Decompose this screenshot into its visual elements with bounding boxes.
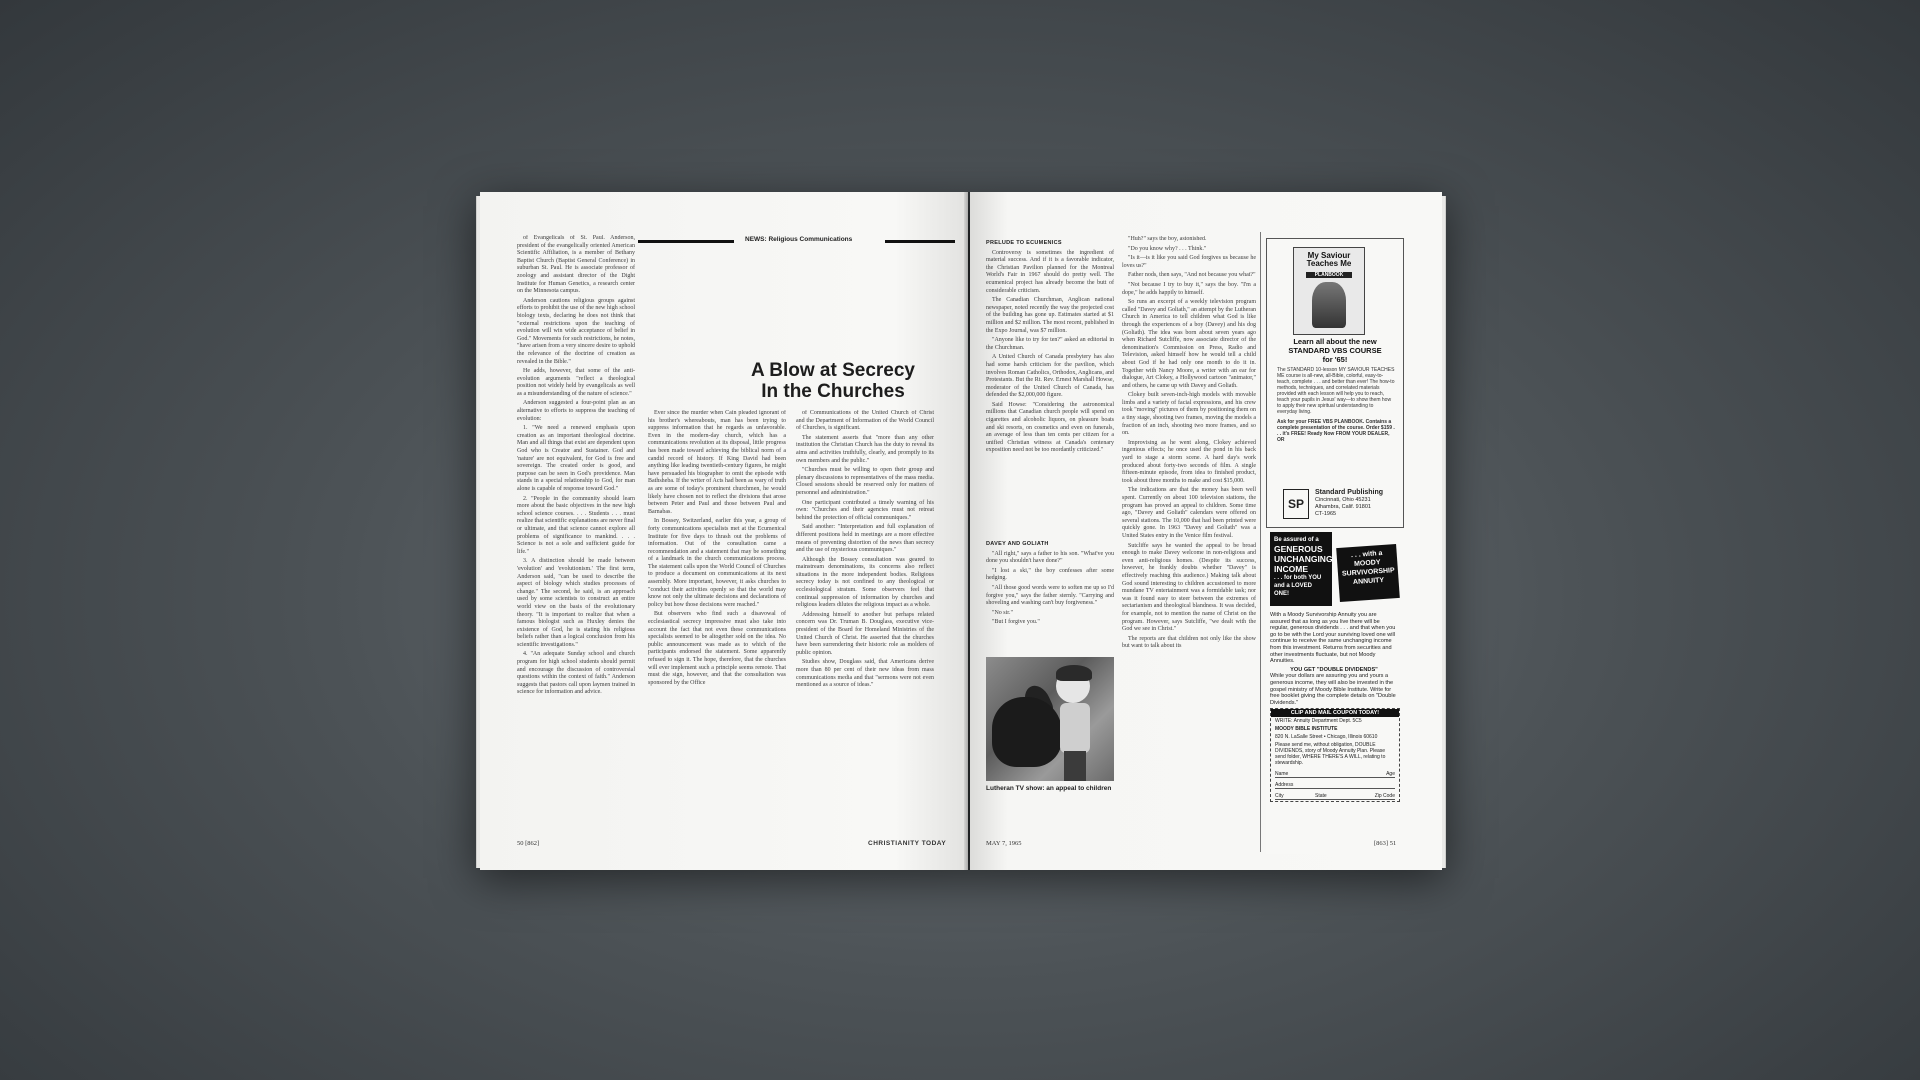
paragraph: "Anyone like to try for ten?" asked an editorial in the Churchman.: [986, 337, 1114, 351]
boy-figure-body: [1060, 703, 1090, 753]
paragraph: In Bossey, Switzerland, earlier this year, a group of forty communications specialists met at the Ecumenical Institute for five days to thrash out the problems of information. Out of the consultation came a recommendation and a statement that may be something of a landmark in the church communications process. The statement calls upon the World Council of Churches to produce a document on communications at its next assembly. More important, however, it asks churches to "conduct their activities openly so that the world may know not only the ultimate decisions and declarations of policy but how those decisions were reached.": [648, 518, 786, 608]
survivorship-annuity-badge: [1336, 544, 1400, 602]
ad1-body-text-2: Ask for your FREE VBS PLANBOOK. Contains a complete presentation of the course. Order $159 . . . it's FREE! Ready Now FROM YOUR DEALER, OR: [1277, 419, 1395, 443]
paragraph: 4. "An adequate Sunday school and church program for high school students should permit and encourage the discussion of controversial questions within the context of faith." Anderson suggests that pastors call upon laymen trained in science for information and advice.: [517, 651, 635, 696]
paragraph: "No sir.": [992, 609, 1013, 616]
right-page: [970, 192, 1442, 870]
publisher-name: Standard Publishing: [1315, 489, 1384, 496]
article-headline: [698, 360, 968, 402]
paragraph: Father nods, then says, "And not because you what?": [1128, 272, 1256, 279]
paragraph: 2. "People in the community should learn more about the basic objectives in the new high school science courses. . . . Students . . . must realize that scientific explanations are never final or ultimate, and that science cannot explore all problems of significance to mankind. . . . Science is not a sole and sufficient guide for life.": [517, 495, 635, 555]
publisher-addr-2: Alhambra, Calif. 91801: [1315, 504, 1371, 510]
paragraph: of Evangelicals of St. Paul. Anderson, president of the evangelically oriented American Scientific Affiliation, is a member of Bethany Baptist Church (Baptist General Conference) in suburban St. Paul. He is associate professor of zoology and assistant director of the Dight Institute for Human Genetics, a research center on the Minnesota campus.: [517, 235, 635, 295]
left-col-1: [517, 235, 635, 843]
ad1-body-text: The STANDARD 10-lesson MY SAVIOUR TEACHES ME course is all-new, all-Bible, colorful, easy-to-teach, complete . . . and better than ever! The how-to methods, techniques, and correlated materials provided with each lesson will help you to reach, teach your pupils in Jesus' way—to show them how to apply their new spiritual understanding to everyday living.: [1277, 367, 1395, 415]
paragraph: The indications are that the money has been well spent. Currently on about 100 television stations, the program has proved an appeal to children. Some time ago, "Davey and Goliath" calendars were offered on several stations. The 10,000 that had been printed were quickly gone. In 1963 "Davey and Goliath" was a United States entry in the Venice film festival.: [1122, 487, 1256, 539]
paragraph: But observers who find such a disavowal of ecclesiastical secrecy impressive must also take into account the fact that not even these communications specialists seemed to be altogether sold on the idea. No public announcement was made as to which of the participants endorsed the statement. Some apparently refused to sign it. The hope, therefore, that the churches will ever implement such a principle seems remote. That must die sign, however, and that the consultation was sponsored by the Office: [648, 611, 786, 686]
badge-line: . . . for both YOU and a LOVED ONE!: [1274, 575, 1322, 597]
ad1-head-line: STANDARD VBS COURSE: [1288, 346, 1382, 355]
coupon-address: 820 N. LaSalle Street • Chicago, Illinois 60610: [1275, 734, 1378, 740]
field-label: Name: [1275, 771, 1289, 777]
issue-date: MAY 7, 1965: [986, 840, 1022, 847]
book-tag: PLANBOOK: [1306, 272, 1352, 278]
headline-line-1: A Blow at Secrecy: [750, 360, 916, 381]
left-page: [480, 192, 968, 870]
ad1-head-line: Learn all about the new: [1293, 337, 1377, 346]
paragraph: One participant contributed a timely warning of his own: "Churches and their agencies must not retreat behind the protection of official communiques.": [796, 499, 934, 521]
field-label: City: [1275, 793, 1284, 799]
book-title: My Saviour Teaches Me: [1306, 251, 1352, 268]
publisher-code: CT-1965: [1315, 511, 1337, 517]
page-number-left: 50 [862]: [517, 840, 540, 847]
paragraph: Anderson suggested a four-point plan as an alternative to efforts to suppress the teaching of evolution:: [517, 400, 635, 422]
book-cover-figure: [1312, 282, 1346, 328]
badge-line: Be assured of a: [1274, 537, 1319, 543]
paragraph: "I lost a ski," the boy confesses after some hedging.: [986, 567, 1114, 582]
badge2-line: . . . with a: [1350, 549, 1383, 560]
coupon-name-field[interactable]: [1275, 771, 1395, 778]
page-number-right: [863] 51: [1374, 840, 1397, 847]
boy-figure-hair: [1056, 665, 1092, 681]
paragraph: He adds, however, that some of the anti-evolution arguments "reflect a theological position not widely held by evangelicals as well as a misunderstanding of the nature of science.": [517, 368, 635, 397]
planbook-cover: [1293, 247, 1365, 335]
paragraph: "Is it—is it like you said God forgives us because he loves us?": [1122, 255, 1256, 269]
paragraph: Said another: "Interpretation and full explanation of different positions held in meetings are a more effective means of preventing distortion of the news than secrecy and the use of mysterious communiques.": [796, 524, 934, 554]
magazine-name: CHRISTIANITY TODAY: [868, 840, 947, 847]
paragraph: Studies show, Douglass said, that Americans derive more than 80 per cent of their new ideas from mass communications media and that "sermons were not even mentioned as a source of ideas.": [796, 659, 934, 689]
paragraph: 1. "We need a renewed emphasis upon creation as an important theological doctrine. Man and all things that exist are dependent upon God who is Creator and Sustainer. God and 'nature' are not equivalent, for God is free and sovereign. The created order is good, and purpose can be seen in God's providence. Man stands in a special relationship to God, for man alone is capable of response toward God.": [517, 425, 635, 492]
field-label: Zip Code: [1374, 793, 1395, 799]
coupon-title: CLIP AND MAIL COUPON TODAY!: [1271, 709, 1399, 717]
paragraph: The reports are that children not only like the show but want to talk about its: [1122, 635, 1256, 650]
paragraph: Improvising as he went along, Clokey achieved ingenious effects; he once used the pond in his back yard to stage a storm scene. A hard day's work produced about forty-two seconds of film. A single fifteen-minute episode, from idea to finished product, took about three months to make and cost $15,000.: [1122, 439, 1256, 484]
paragraph: Clokey built seven-inch-high models with movable limbs and a variety of facial expressions, and his crew took "moving" pictures of them by positioning them on a tiny stage, shooting two frames, moving the models a fraction of an inch, shooting two more frames, and so on.: [1122, 392, 1256, 437]
paragraph: Although the Bossey consultation was geared to mainstream denominations, its concerns also reflect situations in the more independent bodies. Religious secrecy today is not confined to any theological or ecclesiological stratum. Some observers feel that continual suppression of information by churches and religious leaders dilutes the religious impact as a whole.: [796, 556, 934, 609]
field-label: State: [1315, 793, 1327, 799]
ad1-body: [1277, 367, 1395, 443]
publisher-addr-1: Cincinnati, Ohio 45231: [1315, 497, 1371, 503]
section-bar-right: [885, 240, 955, 243]
section-bar-left: [638, 240, 734, 243]
paragraph: Ever since the murder when Cain pleaded ignorant of his brother's whereabouts, man has been trying to suppress information that he regards as unfavorable. Even in the modern-day church, which has a communications revolution at its disposal, little progress has been made toward achieving the biblical norm of a candid record of history. If King David had been anything like leading twentieth-century figures, he might have persuaded his biographer to omit the episode with Bathsheba. If the writer of Acts had been as wary of truth as are some of today's prominent churchmen, he would likely have chosen not to reflect the divisions that arose between Peter and Paul and those between Paul and Barnabas.: [648, 410, 786, 515]
ad2-body: [1270, 612, 1398, 706]
paragraph: "But I forgive you.": [992, 619, 1040, 626]
paragraph: A United Church of Canada presbytery has also had some harsh criticism for the pavilion, which involves Roman Catholics, Orthodox, Anglicans, and Protestants. But the Rt. Rev. Ernest Marshall Howse, moderator of the United Church of Canada, has defended the $2,000,000 figure.: [986, 354, 1114, 399]
double-dividends-heading: YOU GET "DOUBLE DIVIDENDS": [1290, 666, 1378, 673]
field-label: Address: [1275, 782, 1294, 788]
paragraph: "All those good words were to soften me up so I'd forgive you," says the father sternly. "Carrying and shoveling and washing can't buy forgiveness.": [986, 584, 1114, 607]
paragraph: 3. A distinction should be made between 'evolution' and 'evolutionism.' The first term, Anderson said, "can be used to describe the aspect of biology which studies processes of change." The second, he said, is an approach used by some scientists to construct an entire world view on the basis of the evolutionary theory. "It is important to realize that when a famous biologist such as Huxley denies the existence of God, he is stating his religious beliefs rather than a logical conclusion from his scientific investigations.": [517, 558, 635, 648]
ad2-body-text: With a Moody Survivorship Annuity you are assured that as long as you live there will be regular, generous dividends . . . and that when you go to be with the Lord your surviving loved one will continue to receive the same unchanging income from this investment. Returns from securities and other investments fluctuate, but not Moody Annuities.: [1270, 612, 1396, 665]
paragraph: Addressing himself to another but perhaps related concern was Dr. Truman B. Douglass, executive vice-president of the Board for Homeland Ministries of the United Church of Christ. He asserted that the churches have been surrendering their historic role as molders of public opinion.: [796, 611, 934, 656]
ad2-body-text-2: While your dollars are assuring you and yours a generous income, they will also be invested in the gospel ministry of Moody Bible Institute. Write for free booklet giving the complete details on "Double Dividends.": [1270, 673, 1396, 706]
paragraph: Said Howse: "Considering the astronomical millions that Canadian church people will spend on cigarettes and alcoholic liquors, on pleasure boats and ski resorts, on cosmetics and even on funerals, an average of less than ten cents per citizen for a unified Christian witness at Canada's centenary exposition need not be too mordantly criticized.": [986, 401, 1114, 454]
paragraph: So runs an excerpt of a weekly television program called "Davey and Goliath," an attempt by the Lutheran Church in America to tell children what God is like through the experiences of a boy (Davey) and his dog (Goliath). The idea was born about seven years ago when Richard Sutcliffe, now associate director of the denomination's Commission on Press, Radio and Television, asked himself how he would tell a child about God if he had only one month to do it in. Together with Nancy Moore, a writer with an ear for dialogue, Art Clokey, a Hollywood cartoon "animator," and others, he came up with Davey and Goliath.: [1122, 299, 1256, 389]
generous-income-badge: [1270, 532, 1332, 606]
paragraph: of Communications of the United Church of Christ and the Department of Information of the World Council of Churches, is significant.: [796, 410, 934, 432]
coupon-institute: MOODY BIBLE INSTITUTE: [1275, 726, 1338, 732]
ad2-header: [1266, 532, 1402, 606]
right-col-2: [1122, 236, 1256, 852]
coupon-address-field[interactable]: [1275, 782, 1395, 789]
standard-publishing-ad: [1266, 238, 1404, 528]
dog-figure: [992, 697, 1062, 767]
paragraph: Anderson cautions religious groups against efforts to prohibit the use of the new high school biology texts, declaring he does not think that "external restrictions upon the teaching of evolution will win wide acceptance of belief in God." Movements for such restrictions, he notes, "have arisen from a very sincere desire to uphold the relevance of the doctrine of creation as revealed in the Bible.": [517, 297, 635, 365]
badge2-line-big: MOODY SURVIVORSHIP ANNUITY: [1341, 559, 1395, 587]
moody-annuity-ad: [1266, 532, 1402, 854]
photo-caption: Lutheran TV show: an appeal to children: [986, 785, 1112, 792]
field-label: Age: [1386, 771, 1395, 777]
magazine-spread: [480, 192, 1442, 870]
paragraph: The Canadian Churchman, Anglican national newspaper, noted recently the way the projected cost of the building has gone up. Estimates started at $1 million and $2 million. The most recent, published in the Expo Journal, was $7 million.: [986, 297, 1114, 334]
boy-figure-legs: [1064, 751, 1086, 781]
standard-publishing-logo: SP: [1283, 489, 1309, 519]
paragraph: "Huh?" says the boy, astonished.: [1128, 236, 1207, 242]
column-rule: [1260, 232, 1261, 852]
paragraph: "Not because I try to buy it," says the boy. "I'm a dope," he adds happily to himself.: [1122, 281, 1256, 296]
right-col-1b: [986, 537, 1114, 652]
publisher-address: [1315, 489, 1383, 518]
left-col-2: [648, 410, 786, 843]
section-label: NEWS: Religious Communications: [745, 236, 853, 243]
paragraph: "Do you know why? . . . Think.": [1128, 245, 1207, 252]
paragraph: "Churches must be willing to open their group and plenary discussions to representatives of the mass media. Closed sessions should be reserved only for matters of personnel and administration.": [796, 467, 934, 496]
section-heading: PRELUDE TO ECUMENICS: [986, 240, 1062, 246]
badge-line-big: GENEROUS UNCHANGING INCOME: [1274, 544, 1333, 574]
right-col-1: [986, 236, 1114, 480]
paragraph: "All right," says a father to his son. "What've you done you shouldn't have done?": [986, 550, 1114, 565]
coupon-options[interactable]: Please send me, without obligation, DOUBLE DIVIDENDS, story of Moody Annuity Plan. Please send folder, WHERE THERE'S A WILL, relating to stewardship.: [1275, 742, 1386, 766]
headline-line-2: In the Churches: [761, 381, 905, 402]
ad1-headline: [1271, 337, 1399, 364]
coupon-city-field[interactable]: [1275, 793, 1395, 800]
davey-goliath-photo: [986, 657, 1114, 781]
paragraph: Sutcliffe says he wanted the appeal to be broad enough to make Davey welcome in non-religious and even anti-religious homes. (Despite its success, however, he frankly doubts whether "Davey" is effectively reaching this audience.) Making talk about God sound interesting to children accustomed to more mundane TV entertainment was a formidable task; nor was it found easy to steer between the extremes of sectarianism and theological blandness. It was decided, for example, not to mention the name of Christ on the program. However, says Sutcliffe, "we dealt with the God we see in Christ.": [1122, 542, 1256, 633]
ad1-head-line: for '65!: [1322, 355, 1348, 364]
left-col-3: [796, 410, 934, 843]
section-heading: DAVEY AND GOLIATH: [986, 541, 1049, 547]
paragraph: Controversy is sometimes the ingredient of material success. And if it is a favorable indicator, the Christian Pavilion planned for the Montreal World's Fair in 1967 should do pretty well. The ecumenical project has already become the butt of considerable criticism.: [986, 249, 1114, 294]
coupon-line: WRITE: Annuity Department Dept. 5C5: [1275, 718, 1362, 724]
mail-coupon[interactable]: [1270, 708, 1400, 802]
paragraph: The statement asserts that "more than any other institution the Christian Church has the duty to reveal its aims and activities truthfully, clearly, and promptly to its own members and the public.": [796, 434, 934, 464]
